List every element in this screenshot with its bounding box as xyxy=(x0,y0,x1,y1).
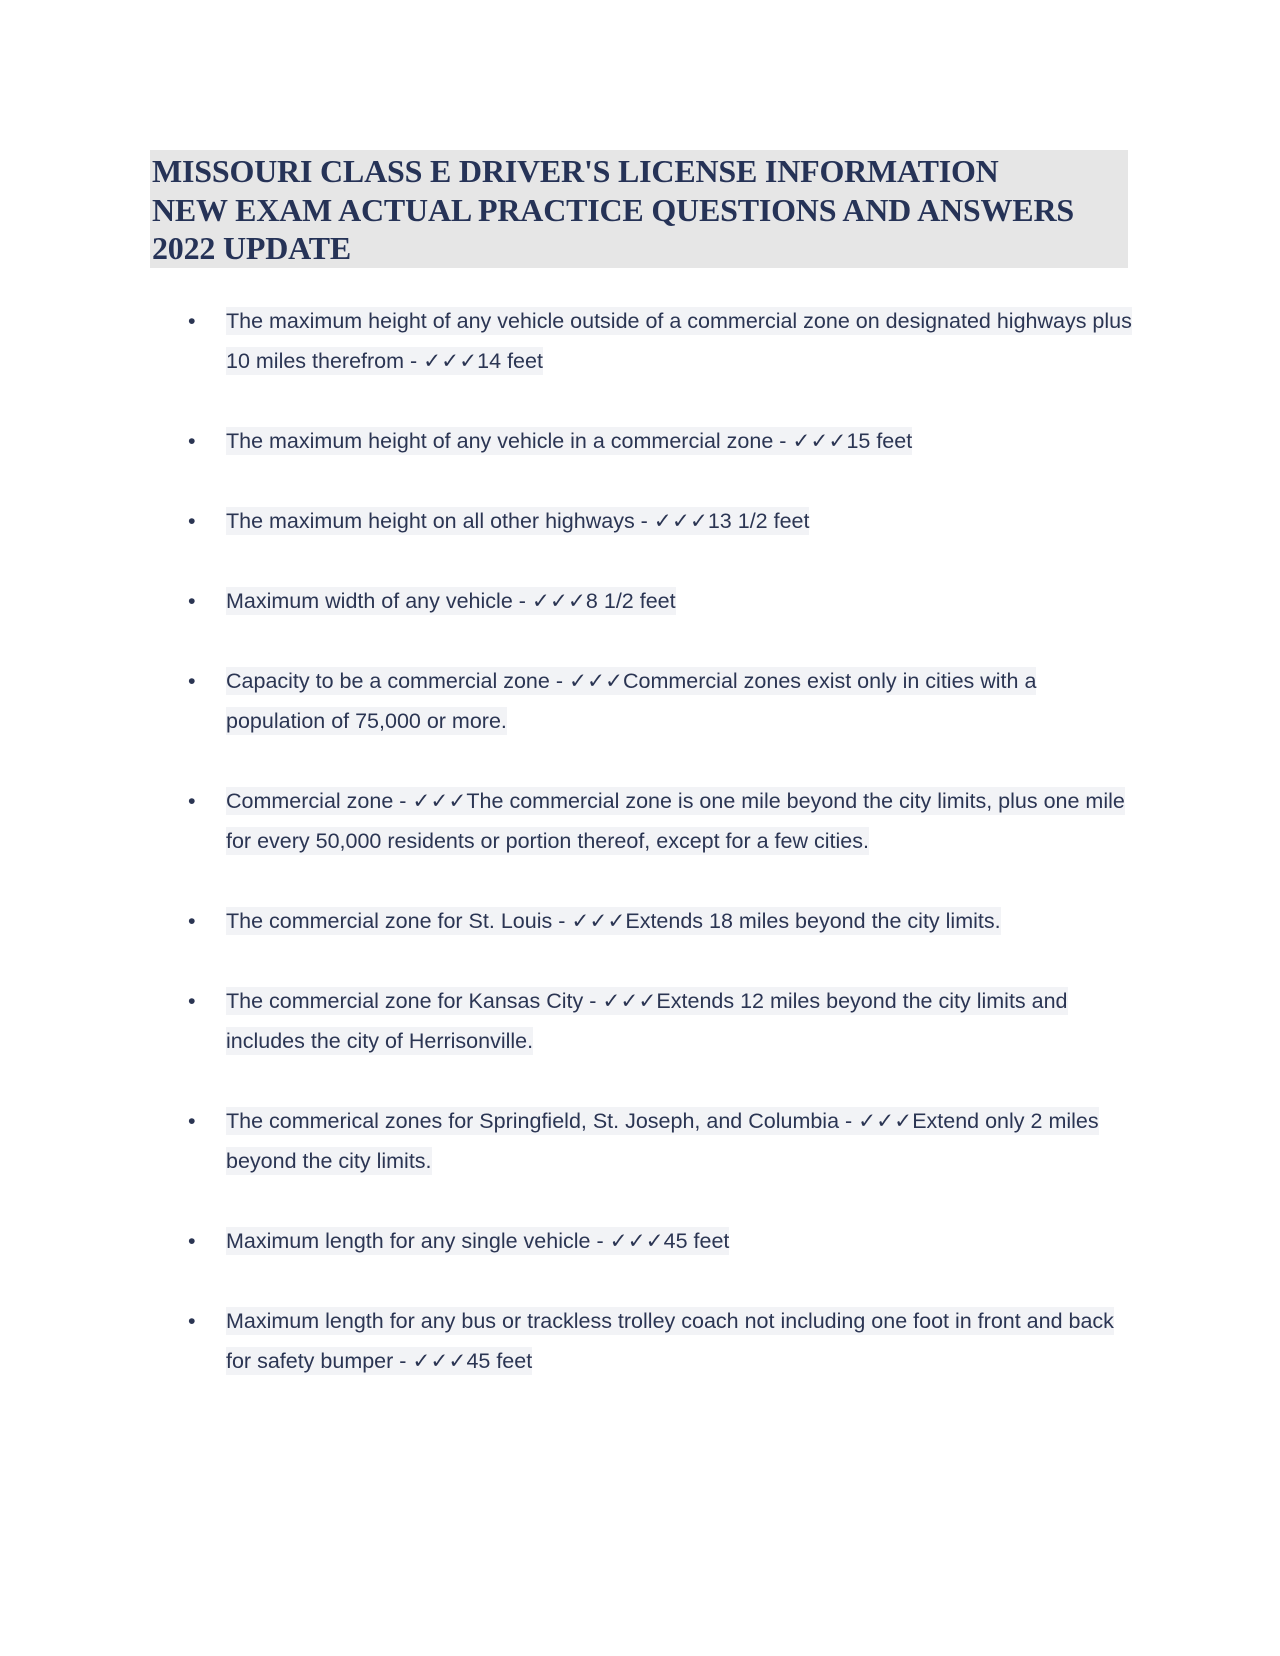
title-line: MISSOURI CLASS E DRIVER'S LICENSE INFORMATION xyxy=(152,153,999,189)
bullet-icon: • xyxy=(188,789,196,813)
bullet-icon: • xyxy=(188,909,196,933)
list-item-text: Maximum length for any bus or trackless trolley coach not including one foot in front and back for safety bumper - ✓✓✓45 feet xyxy=(226,1309,1114,1373)
list-item-text: Maximum length for any single vehicle - ✓✓✓45 feet xyxy=(226,1229,730,1253)
list-item xyxy=(150,661,1140,741)
document-title xyxy=(152,152,1126,268)
qa-list xyxy=(150,301,1140,1421)
list-item xyxy=(150,1301,1140,1381)
list-item-text: Maximum width of any vehicle - ✓✓✓8 1/2 feet xyxy=(226,589,676,613)
list-item xyxy=(150,901,1140,941)
bullet-icon: • xyxy=(188,669,196,693)
bullet-icon: • xyxy=(188,509,196,533)
list-item xyxy=(150,1101,1140,1181)
title-line: 2022 UPDATE xyxy=(152,230,351,266)
bullet-icon: • xyxy=(188,429,196,453)
list-item-text: The commercial zone for Kansas City - ✓✓✓Extends 12 miles beyond the city limits and includes the city of Herrisonville. xyxy=(226,989,1068,1053)
list-item-text: The maximum height on all other highways - ✓✓✓13 1/2 feet xyxy=(226,509,810,533)
list-item-text: Commercial zone - ✓✓✓The commercial zone is one mile beyond the city limits, plus one mile for every 50,000 residents or portion thereof, except for a few cities. xyxy=(226,789,1125,853)
list-item xyxy=(150,501,1140,541)
bullet-icon: • xyxy=(188,589,196,613)
list-item-text: The maximum height of any vehicle outside of a commercial zone on designated highways plus 10 miles therefrom - ✓✓✓14 feet xyxy=(226,309,1132,373)
list-item-text: The commerical zones for Springfield, St. Joseph, and Columbia - ✓✓✓Extend only 2 miles beyond the city limits. xyxy=(226,1109,1099,1173)
list-item-text: The maximum height of any vehicle in a commercial zone - ✓✓✓15 feet xyxy=(226,429,913,453)
bullet-icon: • xyxy=(188,1229,196,1253)
list-item xyxy=(150,781,1140,861)
list-item xyxy=(150,421,1140,461)
list-item-text: Capacity to be a commercial zone - ✓✓✓Commercial zones exist only in cities with a population of 75,000 or more. xyxy=(226,669,1037,733)
list-item xyxy=(150,1221,1140,1261)
bullet-icon: • xyxy=(188,1109,196,1133)
list-item xyxy=(150,981,1140,1061)
bullet-icon: • xyxy=(188,989,196,1013)
title-line: NEW EXAM ACTUAL PRACTICE QUESTIONS AND ANSWERS xyxy=(152,191,1074,228)
list-item xyxy=(150,301,1140,381)
list-item-text: The commercial zone for St. Louis - ✓✓✓Extends 18 miles beyond the city limits. xyxy=(226,909,1001,933)
title-block xyxy=(150,150,1128,268)
bullet-icon: • xyxy=(188,309,196,333)
bullet-icon: • xyxy=(188,1309,196,1333)
list-item xyxy=(150,581,1140,621)
